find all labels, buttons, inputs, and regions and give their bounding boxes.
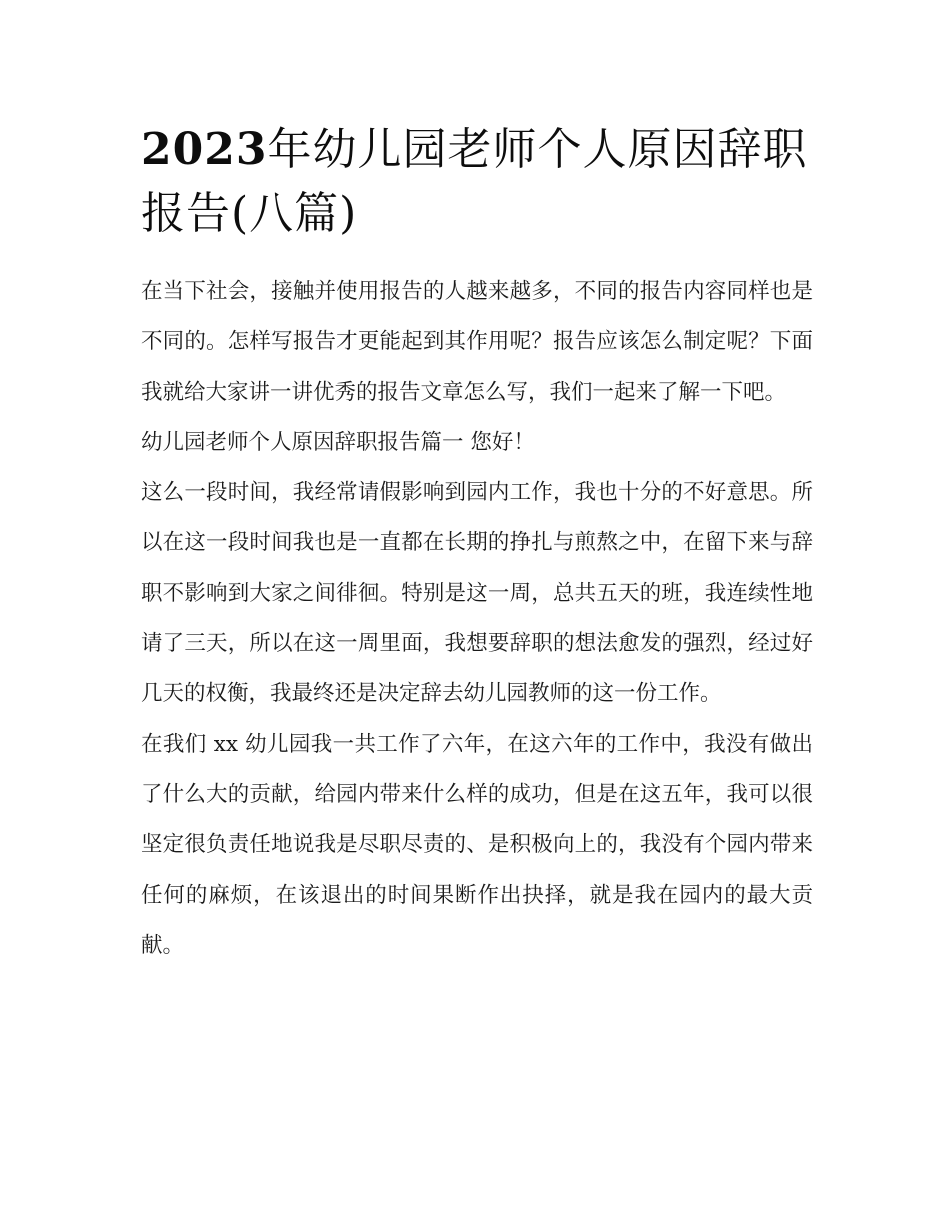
- title-year: 2023: [141, 124, 268, 175]
- section-heading-paragraph: 幼儿园老师个人原因辞职报告篇一 您好！: [141, 429, 535, 455]
- intro-paragraph: 在当下社会，接触并使用报告的人越来越多，不同的报告内容同样也是不同的。怎样写报告才更能起到其作用呢？报告应该怎么制定呢？下面我就给大家讲一讲优秀的报告文章怎么写，我们一起来了解一下吧。: [141, 279, 813, 405]
- title-text: 年幼儿园老师个人原因辞职报告(八篇): [141, 124, 808, 239]
- document-title: [141, 118, 813, 246]
- document-body: [141, 118, 813, 971]
- body-paragraph-1: 这么一段时间，我经常请假影响到园内工作，我也十分的不好意思。所以在这一段时间我也是一直都在长期的挣扎与煎熬之中，在留下来与辞职不影响到大家之间徘徊。特别是这一周，总共五天的班，我连续性地请了三天，所以在这一周里面，我想要辞职的想法愈发的强烈，经过好几天的权衡，我最终还是决定辞去幼儿园教师的这一份工作。: [141, 480, 813, 707]
- body-paragraph-2: 在我们 xx 幼儿园我一共工作了六年，在这六年的工作中，我没有做出了什么大的贡献，给园内带来什么样的成功，但是在这五年，我可以很坚定很负责任地说我是尽职尽责的、是积极向上的，我没有个园内带来任何的麻烦，在该退出的时间果断作出抉择，就是我在园内的最大贡献。: [141, 731, 813, 958]
